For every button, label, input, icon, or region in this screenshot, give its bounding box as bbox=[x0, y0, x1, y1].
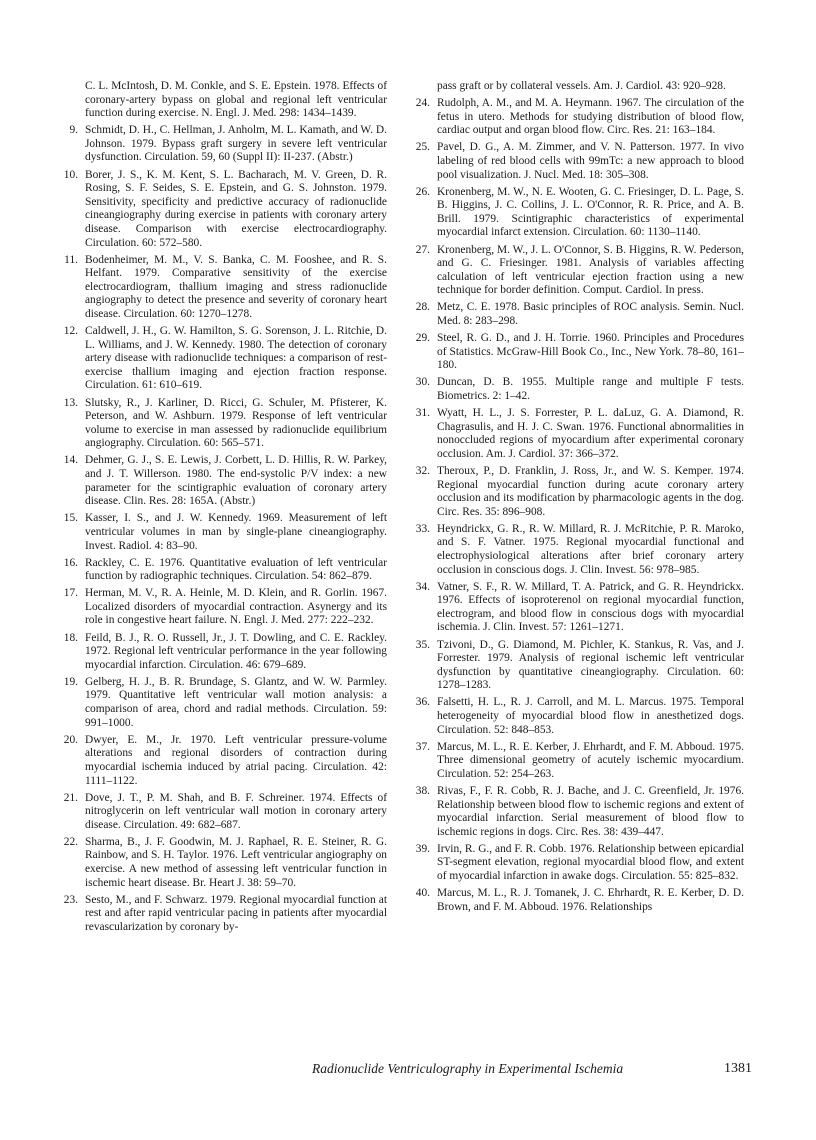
reference-text: Irvin, R. G., and F. R. Cobb. 1976. Relationship between epicardial ST-segment elevation, regional myocardial blood flow, and extent of myocardial infarction in awake dogs. Circulation. 55: 825–832. bbox=[437, 842, 744, 883]
reference-text: Heyndrickx, G. R., R. W. Millard, R. J. McRitchie, P. R. Maroko, and S. F. Vatner. 1975. Regional myocardial functional and electrophysiological alterations after brief coronary artery occlusion in conscious dogs. J. Clin. Invest. 56: 978–985. bbox=[437, 522, 744, 576]
reference-number: 10. bbox=[63, 168, 78, 181]
reference-item bbox=[404, 80, 744, 94]
reference-text: Marcus, M. L., R. J. Tomanek, J. C. Ehrhardt, R. E. Kerber, D. D. Brown, and F. M. Abboud. 1976. Relationships bbox=[437, 887, 744, 913]
reference-text: Gelberg, H. J., B. R. Brundage, S. Glantz, and W. W. Parmley. 1979. Quantitative left ventricular wall motion analysis: a comparison of area, chord and radial methods. Circulation. 59: 991–1000. bbox=[85, 675, 387, 729]
reference-item bbox=[52, 397, 387, 451]
reference-number: 20. bbox=[63, 733, 78, 746]
reference-number: 38. bbox=[415, 785, 430, 797]
running-title: Radionuclide Ventriculography in Experimental Ischemia bbox=[312, 1061, 624, 1076]
reference-text: Schmidt, D. H., C. Hellman, J. Anholm, M. L. Kamath, and W. D. Johnson. 1979. Bypass graft surgery in severe left ventricular dysfunction. Circulation. 59, 60 (Suppl II): II-237. (Abstr.) bbox=[85, 124, 387, 164]
reference-number: 9. bbox=[69, 124, 78, 137]
reference-item bbox=[52, 734, 387, 788]
reference-number: 19. bbox=[63, 675, 78, 688]
reference-item bbox=[52, 676, 387, 730]
reference-text: Rackley, C. E. 1976. Quantitative evaluation of left ventricular function by radiographic techniques. Circulation. 54: 862–879. bbox=[85, 556, 387, 583]
reference-text: Sesto, M., and F. Schwarz. 1979. Regional myocardial function at rest and after rapid ventricular pacing in patients after myocardial revascularization by coronary by- bbox=[85, 893, 387, 933]
reference-item bbox=[404, 843, 744, 884]
left-column bbox=[52, 80, 387, 938]
page-footer bbox=[312, 1061, 752, 1077]
reference-item bbox=[404, 301, 744, 328]
reference-text: Theroux, P., D. Franklin, J. Ross, Jr., and W. S. Kemper. 1974. Regional myocardial function during acute coronary artery occlusion and its modification by pharmacologic agents in the dog. Circ. Res. 35: 896–908. bbox=[437, 464, 744, 518]
reference-text: pass graft or by collateral vessels. Am. J. Cardiol. 43: 920–928. bbox=[437, 80, 726, 92]
reference-item bbox=[52, 587, 387, 628]
reference-number: 24. bbox=[415, 97, 430, 110]
reference-item bbox=[404, 696, 744, 737]
reference-number: 16. bbox=[63, 556, 78, 569]
reference-number: 26. bbox=[415, 185, 430, 198]
reference-number: 13. bbox=[63, 396, 78, 409]
reference-item bbox=[404, 741, 744, 782]
reference-text: Steel, R. G. D., and J. H. Torrie. 1960. Principles and Procedures of Statistics. McGraw-Hill Book Co., Inc., New York. 78–80, 161–180. bbox=[437, 332, 744, 372]
reference-number: 25. bbox=[415, 141, 430, 154]
reference-text: Herman, M. V., R. A. Heinle, M. D. Klein, and R. Gorlin. 1967. Localized disorders of myocardial contraction. Asynergy and its role in congestive heart failure. N. Engl. J. Med. 277: 222–232. bbox=[85, 587, 387, 627]
reference-text: C. L. McIntosh, D. M. Conkle, and S. E. Epstein. 1978. Effects of coronary-artery bypass on global and regional left ventricular function during exercise. N. Engl. J. Med. 298: 1434–1439. bbox=[85, 80, 387, 120]
reference-item bbox=[404, 186, 744, 240]
reference-text: Rudolph, A. M., and M. A. Heymann. 1967. The circulation of the fetus in utero. Methods for studying distribution of blood flow, cardiac output and organ blood flow. Circ. Res. 21: 163–184. bbox=[437, 97, 744, 137]
reference-number: 29. bbox=[415, 332, 430, 345]
reference-number: 21. bbox=[63, 791, 78, 804]
reference-number: 27. bbox=[415, 243, 430, 256]
reference-text: Vatner, S. F., R. W. Millard, T. A. Patrick, and G. R. Heyndrickx. 1976. Effects of isoproterenol on regional myocardial function, electrogram, and blood flow in conscious dogs with myocardial ischemia. J. Clin. Invest. 57: 1261–1271. bbox=[437, 580, 744, 634]
reference-text: Pavel, D. G., A. M. Zimmer, and V. N. Patterson. 1977. In vivo labeling of red blood cells with 99mTc: a new approach to blood pool visualization. J. Nucl. Med. 18: 305–308. bbox=[437, 141, 744, 181]
reference-item bbox=[52, 632, 387, 673]
reference-text: Sharma, B., J. F. Goodwin, M. J. Raphael, R. E. Steiner, R. G. Rainbow, and S. H. Taylor. 1976. Left ventricular angiography on exercise. A new method of assessing left ventricular function in ischemic heart disease. Br. Heart J. 38: 59–70. bbox=[85, 835, 387, 889]
reference-item bbox=[52, 836, 387, 890]
reference-item bbox=[52, 80, 387, 121]
reference-number: 33. bbox=[415, 522, 430, 535]
page-number: 1381 bbox=[724, 1061, 752, 1076]
reference-text: Dwyer, E. M., Jr. 1970. Left ventricular pressure-volume alterations and regional disorders of contraction during myocardial ischemia induced by atrial pacing. Circulation. 42: 1111–1122. bbox=[85, 733, 387, 787]
reference-number: 35. bbox=[415, 638, 430, 651]
reference-text: Feild, B. J., R. O. Russell, Jr., J. T. Dowling, and C. E. Rackley. 1972. Regional left ventricular performance in the year following myocardial infarction. Circulation. 46: 679–689. bbox=[85, 631, 387, 671]
reference-text: Falsetti, H. L., R. J. Carroll, and M. L. Marcus. 1975. Temporal heterogeneity of myocardial blood flow in anesthetized dogs. Circulation. 52: 848–853. bbox=[437, 696, 744, 736]
reference-text: Kasser, I. S., and J. W. Kennedy. 1969. Measurement of left ventricular volumes in man by single-plane cineangiography. Invest. Radiol. 4: 83–90. bbox=[85, 512, 387, 552]
reference-number: 28. bbox=[415, 301, 430, 314]
reference-item bbox=[52, 512, 387, 553]
reference-item bbox=[404, 244, 744, 298]
reference-item bbox=[404, 141, 744, 182]
reference-item bbox=[52, 454, 387, 508]
reference-number: 30. bbox=[415, 376, 430, 389]
reference-item bbox=[404, 465, 744, 519]
reference-number: 18. bbox=[63, 631, 78, 644]
reference-text: Kronenberg, M. W., J. L. O'Connor, S. B. Higgins, R. W. Pederson, and G. C. Friesinger. 1981. Analysis of variables affecting calculation of left ventricular ejection fraction using a new technique for border definition. Comput. Cardiol. In press. bbox=[437, 243, 744, 297]
reference-text: Dove, J. T., P. M. Shah, and B. F. Schreiner. 1974. Effects of nitroglycerin on left ventricular wall motion in coronary artery disease. Circulation. 49: 682–687. bbox=[85, 791, 387, 831]
reference-text: Metz, C. E. 1978. Basic principles of ROC analysis. Semin. Nucl. Med. 8: 283–298. bbox=[437, 301, 744, 327]
reference-item bbox=[52, 557, 387, 584]
reference-number: 40. bbox=[415, 887, 430, 900]
reference-number: 39. bbox=[415, 842, 430, 855]
reference-number: 14. bbox=[63, 454, 78, 467]
reference-text: Slutsky, R., J. Karliner, D. Ricci, G. Schuler, M. Pfisterer, K. Peterson, and W. Ashburn. 1979. Response of left ventricular volume to exercise in man assessed by radionuclide equilibrium angiography. Circulation. 60: 565–571. bbox=[85, 396, 387, 450]
reference-text: Rivas, F., F. R. Cobb, R. J. Bache, and J. C. Greenfield, Jr. 1976. Relationship between blood flow to ischemic regions and extent of myocardial infarction. Serial measurement of blood flow to ischemic regions in dogs. Circ. Res. 38: 439–447. bbox=[437, 785, 744, 838]
reference-item bbox=[404, 97, 744, 138]
reference-number: 17. bbox=[63, 587, 78, 600]
reference-text: Marcus, M. L., R. E. Kerber, J. Ehrhardt, and F. M. Abboud. 1975. Three dimensional geometry of acutely ischemic myocardium. Circulation. 52: 254–263. bbox=[437, 740, 744, 780]
reference-item bbox=[404, 523, 744, 577]
reference-item bbox=[404, 581, 744, 635]
reference-item bbox=[52, 169, 387, 251]
reference-item bbox=[52, 792, 387, 833]
right-column bbox=[404, 80, 744, 918]
reference-number: 37. bbox=[415, 740, 430, 753]
reference-item bbox=[404, 407, 744, 461]
reference-text: Borer, J. S., K. M. Kent, S. L. Bacharach, M. V. Green, D. R. Rosing, S. F. Seides, S. E. Epstein, and G. S. Johnston. 1979. Sensitivity, specificity and predictive accuracy of radionuclide cineangiography during exercise in patients with coronary artery disease. Comparison with exercise electrocardiography. Circulation. 60: 572–580. bbox=[85, 168, 387, 249]
reference-number: 36. bbox=[415, 696, 430, 709]
reference-number: 22. bbox=[63, 835, 78, 848]
reference-number: 15. bbox=[63, 512, 78, 525]
reference-text: Tzivoni, D., G. Diamond, M. Pichler, K. Stankus, R. Vas, and J. Forrester. 1979. Analysis of regional ischemic left ventricular dysfunction by quantitative cineangiography. Circulation. 60: 1278–1283. bbox=[437, 638, 744, 692]
reference-text: Kronenberg, M. W., N. E. Wooten, G. C. Friesinger, D. L. Page, S. B. Higgins, J. C. Collins, J. L. O'Connor, R. R. Price, and A. B. Brill. 1979. Scintigraphic characteristics of experimental myocardial infarct extension. Circulation. 60: 1130–1140. bbox=[437, 185, 744, 239]
reference-text: Caldwell, J. H., G. W. Hamilton, S. G. Sorenson, J. L. Ritchie, D. L. Williams, and J. W. Kennedy. 1980. The detection of coronary artery disease with radionuclide techniques: a comparison of rest-exercise thallium imaging and ejection fraction response. Circulation. 61: 610–619. bbox=[85, 325, 387, 392]
reference-number: 31. bbox=[415, 407, 430, 420]
reference-number: 34. bbox=[415, 580, 430, 593]
reference-number: 23. bbox=[63, 893, 78, 906]
reference-number: 11. bbox=[64, 253, 78, 266]
reference-number: 32. bbox=[415, 464, 430, 477]
reference-item bbox=[52, 325, 387, 393]
reference-text: Bodenheimer, M. M., V. S. Banka, C. M. Fooshee, and R. S. Helfant. 1979. Comparative sensitivity of the exercise electrocardiogram, thallium imaging and stress radionuclide angiography to detect the presence and severity of coronary heart disease. Circulation. 60: 1270–1278. bbox=[85, 253, 387, 320]
reference-item bbox=[404, 332, 744, 373]
reference-item bbox=[52, 124, 387, 165]
reference-number: 12. bbox=[63, 325, 78, 338]
reference-text: Wyatt, H. L., J. S. Forrester, P. L. daLuz, G. A. Diamond, R. Chagrasulis, and H. J. C. Swan. 1976. Functional abnormalities in nonoccluded regions of myocardium after experimental coronary occlusion. Am. J. Cardiol. 37: 366–372. bbox=[437, 407, 744, 460]
reference-item bbox=[404, 785, 744, 839]
reference-item bbox=[404, 376, 744, 403]
reference-item bbox=[404, 639, 744, 693]
reference-item bbox=[52, 894, 387, 935]
reference-item bbox=[52, 254, 387, 322]
reference-item bbox=[404, 887, 744, 914]
reference-text: Duncan, D. B. 1955. Multiple range and multiple F tests. Biometrics. 2: 1–42. bbox=[437, 376, 744, 402]
reference-text: Dehmer, G. J., S. E. Lewis, J. Corbett, L. D. Hillis, R. W. Parkey, and J. T. Willerson. 1980. The end-systolic P/V index: a new parameter for the scintigraphic evaluation of coronary artery disease. Clin. Res. 28: 165A. (Abstr.) bbox=[85, 454, 387, 508]
